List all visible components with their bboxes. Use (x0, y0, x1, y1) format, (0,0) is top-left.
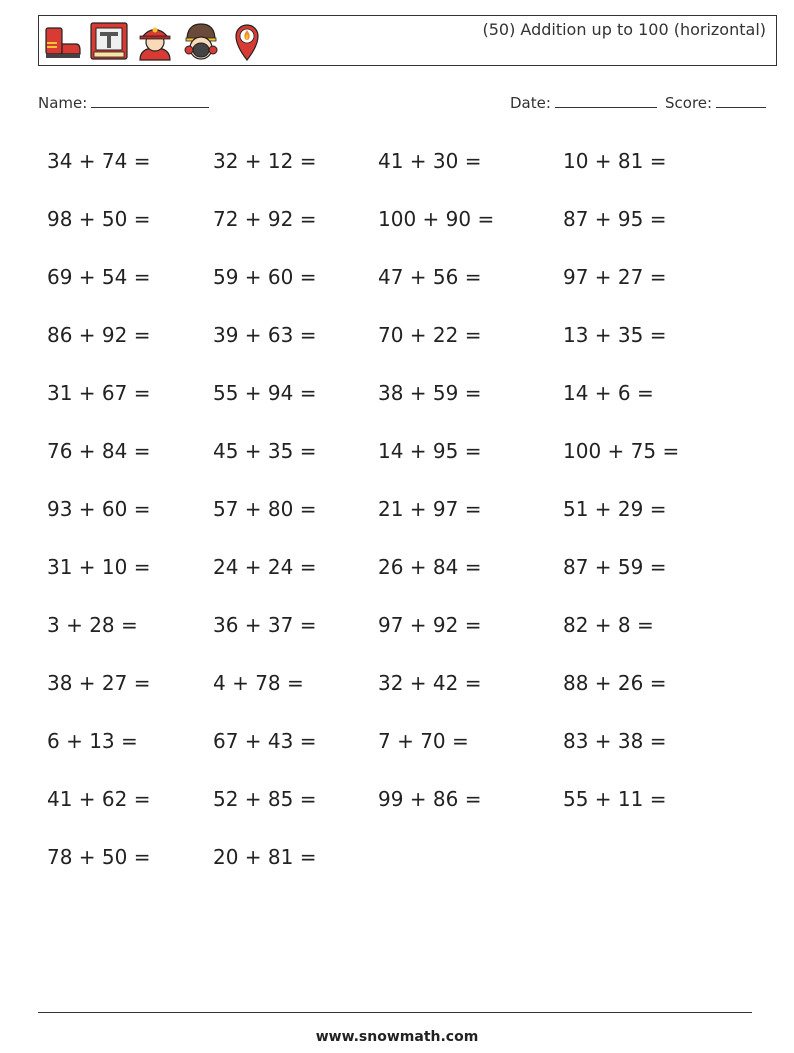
fire-boot-icon (42, 20, 84, 62)
problem-item: 34 + 74 = (47, 149, 151, 173)
problem-item: 6 + 13 = (47, 729, 138, 753)
problem-item: 24 + 24 = (213, 555, 317, 579)
problem-item: 31 + 67 = (47, 381, 151, 405)
problem-item: 70 + 22 = (378, 323, 482, 347)
problem-item: 14 + 95 = (378, 439, 482, 463)
problem-item: 97 + 27 = (563, 265, 667, 289)
footer-divider (38, 1012, 752, 1013)
problem-item: 13 + 35 = (563, 323, 667, 347)
problem-item: 97 + 92 = (378, 613, 482, 637)
gas-mask-icon (180, 20, 222, 62)
problem-item: 38 + 59 = (378, 381, 482, 405)
problem-item: 41 + 30 = (378, 149, 482, 173)
date-blank (555, 93, 657, 108)
name-label: Name: (38, 94, 88, 112)
problem-item: 7 + 70 = (378, 729, 469, 753)
score-blank (716, 93, 766, 108)
worksheet-header (38, 15, 777, 66)
problem-item: 26 + 84 = (378, 555, 482, 579)
score-label: Score: (665, 94, 713, 112)
score-field (665, 93, 766, 112)
problem-item: 59 + 60 = (213, 265, 317, 289)
problem-item: 14 + 6 = (563, 381, 654, 405)
fire-alarm-icon (88, 20, 130, 62)
problem-item: 39 + 63 = (213, 323, 317, 347)
problem-item: 55 + 94 = (213, 381, 317, 405)
problem-item: 4 + 78 = (213, 671, 304, 695)
problem-item: 32 + 42 = (378, 671, 482, 695)
problem-item: 52 + 85 = (213, 787, 317, 811)
problem-item: 55 + 11 = (563, 787, 667, 811)
name-blank (91, 93, 209, 108)
problem-item: 38 + 27 = (47, 671, 151, 695)
problem-item: 87 + 59 = (563, 555, 667, 579)
problem-item: 69 + 54 = (47, 265, 151, 289)
problem-item: 100 + 75 = (563, 439, 680, 463)
problem-item: 21 + 97 = (378, 497, 482, 521)
problem-item: 76 + 84 = (47, 439, 151, 463)
problem-item: 10 + 81 = (563, 149, 667, 173)
problem-item: 93 + 60 = (47, 497, 151, 521)
problem-item: 20 + 81 = (213, 845, 317, 869)
problem-item: 86 + 92 = (47, 323, 151, 347)
problem-item: 45 + 35 = (213, 439, 317, 463)
problem-item: 83 + 38 = (563, 729, 667, 753)
problem-item: 87 + 95 = (563, 207, 667, 231)
problem-item: 32 + 12 = (213, 149, 317, 173)
problem-item: 57 + 80 = (213, 497, 317, 521)
problem-item: 47 + 56 = (378, 265, 482, 289)
fire-location-pin-icon (226, 20, 268, 62)
problem-item: 3 + 28 = (47, 613, 138, 637)
footer-url: www.snowmath.com (315, 1029, 479, 1045)
problem-item: 72 + 92 = (213, 207, 317, 231)
firefighter-icon (134, 20, 176, 62)
name-field (38, 93, 209, 112)
problem-item: 99 + 86 = (378, 787, 482, 811)
header-icons (42, 18, 268, 64)
problem-item: 51 + 29 = (563, 497, 667, 521)
date-field (510, 93, 657, 112)
problem-item: 88 + 26 = (563, 671, 667, 695)
problem-item: 82 + 8 = (563, 613, 654, 637)
date-label: Date: (510, 94, 551, 112)
problem-item: 98 + 50 = (47, 207, 151, 231)
problem-item: 31 + 10 = (47, 555, 151, 579)
worksheet-title: (50) Addition up to 100 (horizontal) (482, 20, 766, 39)
problem-item: 78 + 50 = (47, 845, 151, 869)
problem-item: 36 + 37 = (213, 613, 317, 637)
problem-item: 100 + 90 = (378, 207, 495, 231)
problem-item: 41 + 62 = (47, 787, 151, 811)
problem-item: 67 + 43 = (213, 729, 317, 753)
